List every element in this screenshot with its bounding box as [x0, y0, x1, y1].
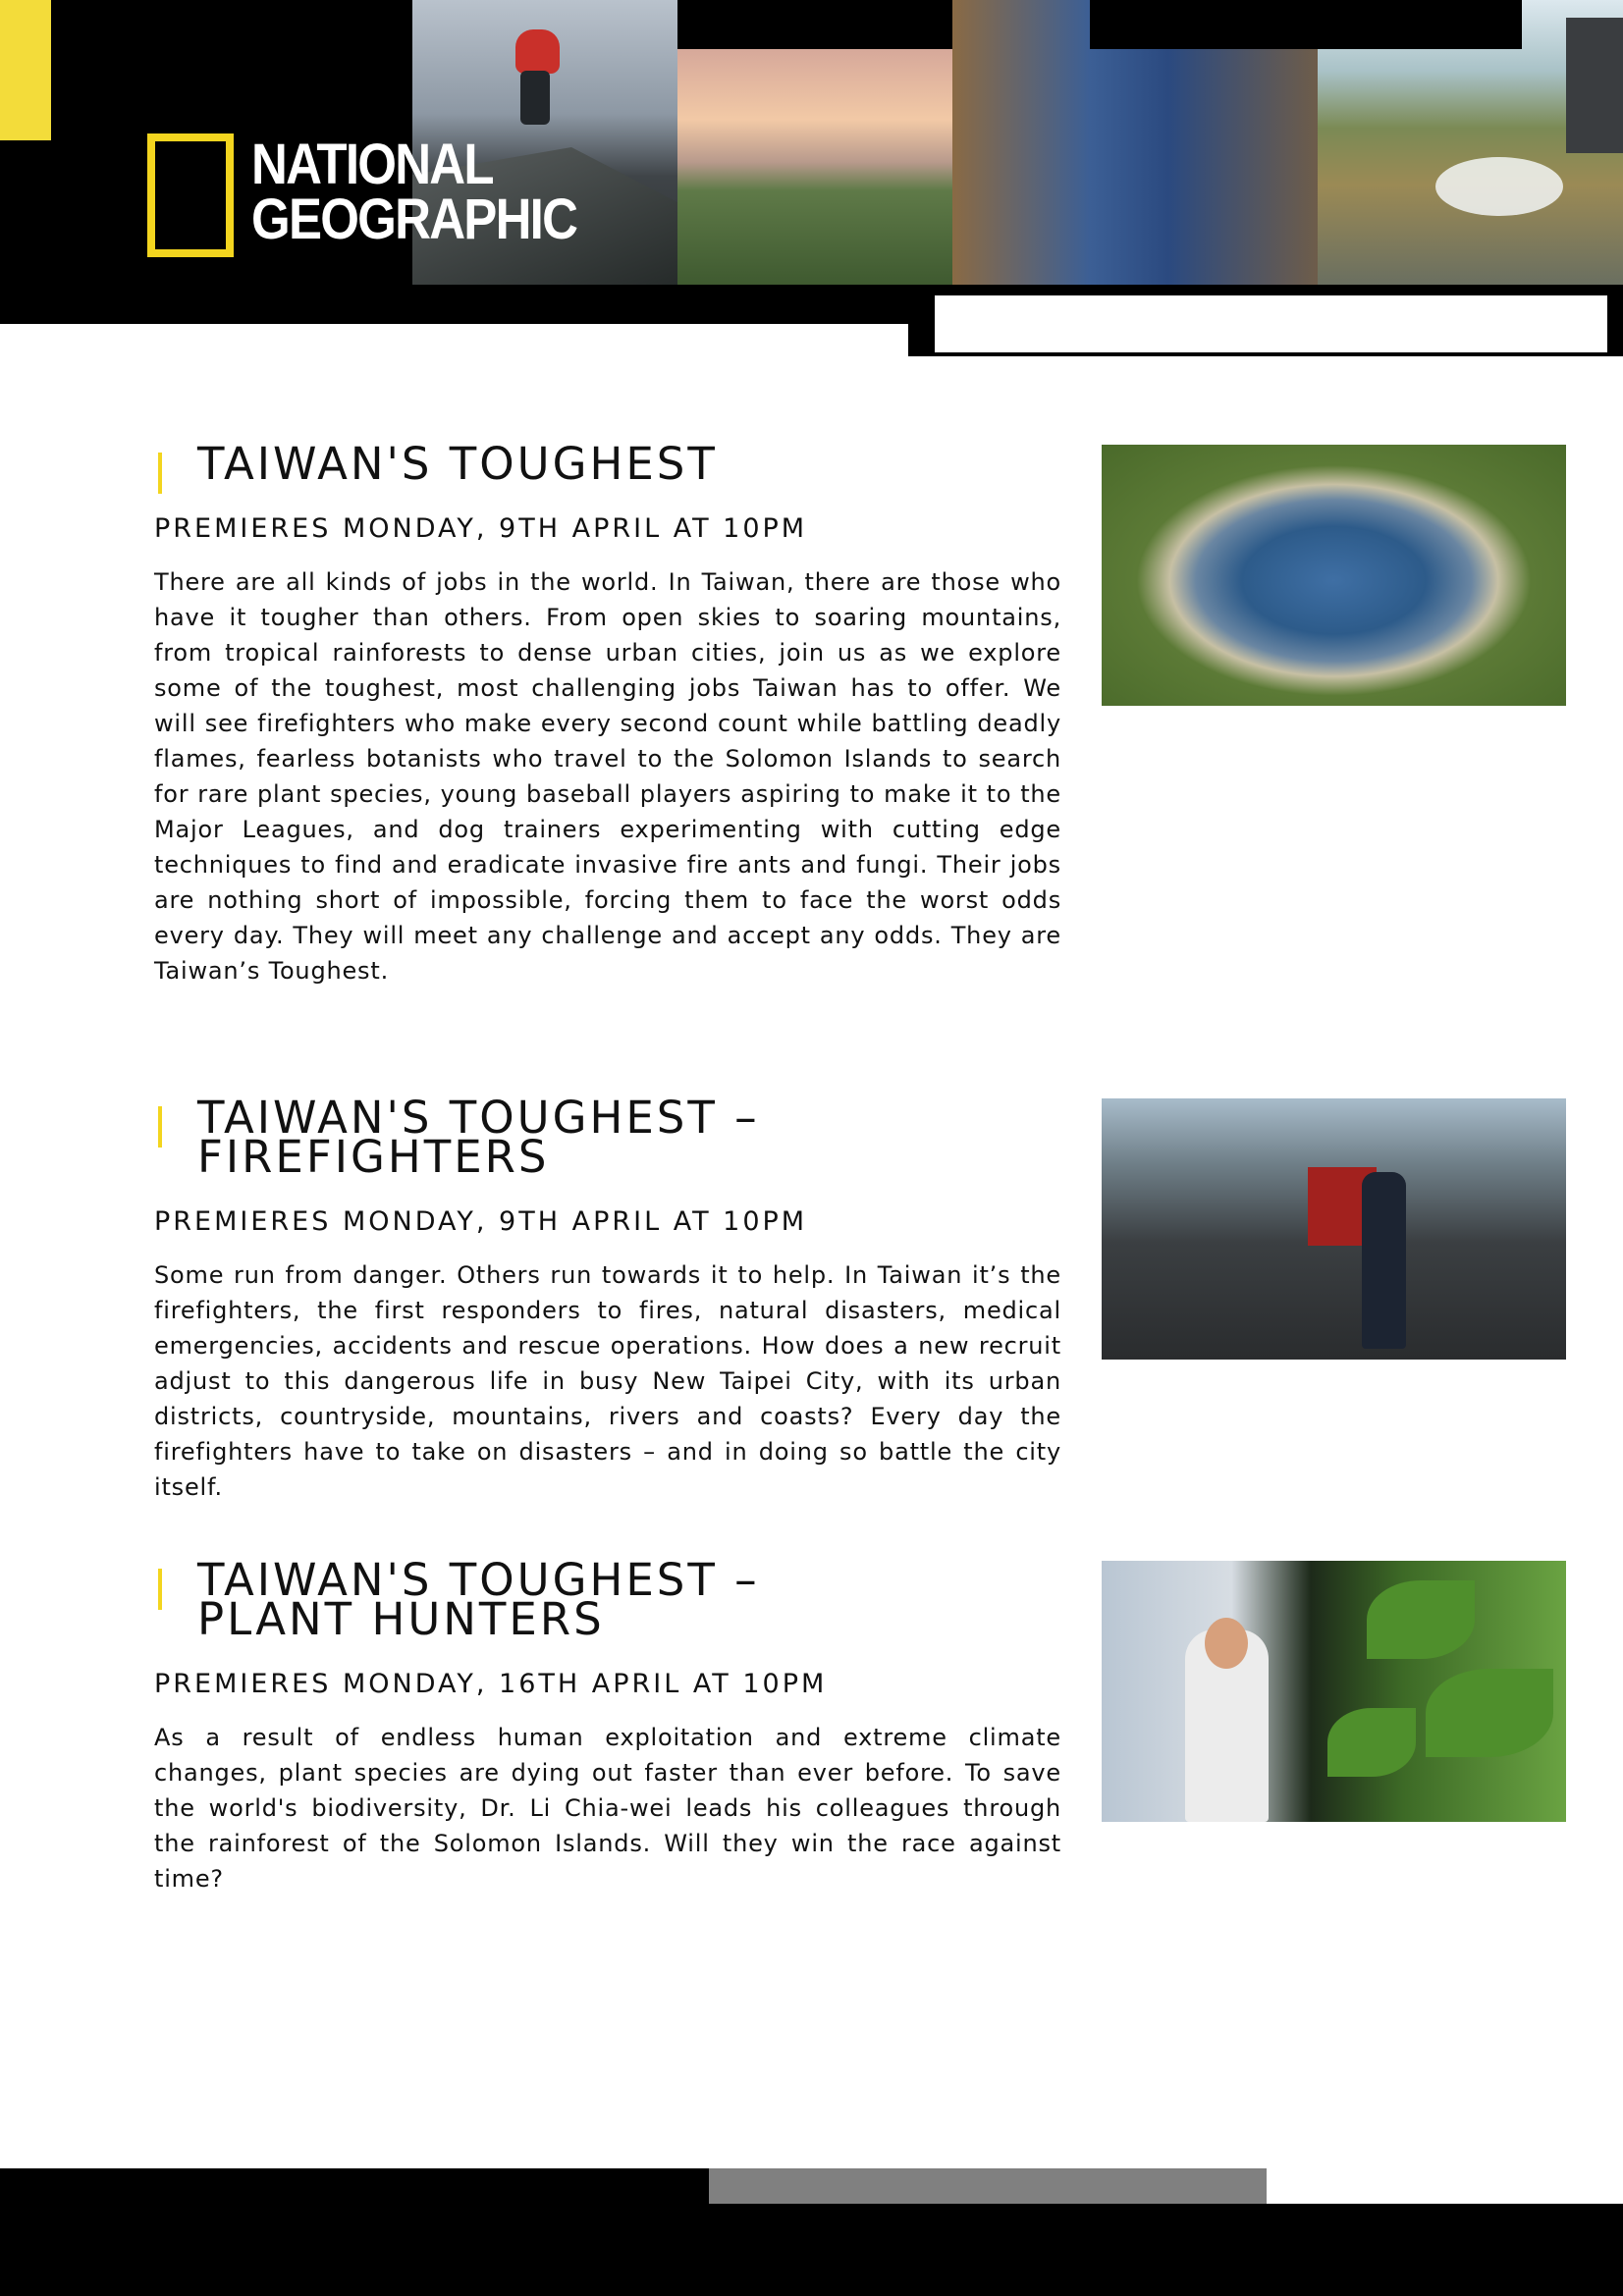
plant-hunter-photo [1102, 1561, 1566, 1822]
show-description: There are all kinds of jobs in the world. In Taiwan, there are those who have it tougher than others. From open skies to soaring mountains, from tropical rainforests to dense urban cities, join us as we explore some of the toughest, most challenging jobs Taiwan has to offer. We will see firefighters who make every second count while battling deadly flames, fearless botanists who travel to the Solomon Islands to search for rare plant species, young baseball players aspiring to make it to the Major Leagues, and dog trainers experimenting with cutting edge techniques to find and eradicate invasive fire ants and fungi. Their jobs are nothing short of impossible, forcing them to face the worst odds every day. They will meet any challenge and accept any odds. They are Taiwan’s Toughest. [154, 568, 1061, 985]
leaf-shape [1327, 1708, 1416, 1777]
show-description: As a result of endless human exploitation and extreme climate changes, plant species are dying out faster than ever before. To save the world's biodiversity, Dr. Li Chia-wei leads his colleagues through the rainforest of the Solomon Islands. Will they win the race against time? [154, 1724, 1061, 1893]
title-accent-bar [158, 1569, 162, 1610]
show-section-3 [154, 1554, 1566, 1896]
firefighter-figure [1362, 1172, 1406, 1349]
header-photo-collage [412, 0, 1623, 285]
show-section-2 [154, 1092, 1566, 1505]
climber-figure [515, 29, 560, 74]
yellow-accent-tab [0, 0, 51, 140]
collage-black-cutout [1090, 0, 1522, 49]
premiere-date: PREMIERES MONDAY, 9TH APRIL AT 10PM [154, 513, 808, 544]
dark-photo-strip [1566, 18, 1623, 153]
footer-white-notch [1267, 2168, 1623, 2204]
show-title: TAIWAN'S TOUGHEST – PLANT HUNTERS [197, 1554, 760, 1645]
logo-line-2: GEOGRAPHIC [251, 187, 577, 251]
climber-legs [520, 71, 550, 125]
show-description: Some run from danger. Others run towards it to help. In Taiwan it’s the firefighters, the first responders to fires, natural disasters, medical emergencies, accidents and rescue operations. How does a new recruit adjust to this dangerous life in busy New Taipei City, with its urban districts, countryside, mountains, rivers and coasts? Every day the firefighters have to take on disasters – and in doing so battle the city itself. [154, 1261, 1061, 1501]
title-accent-bar [158, 1106, 162, 1148]
logo-yellow-rectangle [147, 133, 234, 257]
sunset-hills-photo [677, 49, 952, 285]
firefighters-photo [1102, 1098, 1566, 1360]
show-section-1 [154, 438, 1566, 988]
leaf-shape [1367, 1580, 1475, 1659]
premiere-date: PREMIERES MONDAY, 16TH APRIL AT 10PM [154, 1669, 828, 1699]
show-title: TAIWAN'S TOUGHEST [197, 438, 718, 490]
leaf-shape [1426, 1669, 1553, 1757]
title-accent-bar [158, 453, 162, 494]
logo-line-1: NATIONAL [251, 133, 493, 196]
cloud-shape [1435, 157, 1563, 216]
footer-grey-block [709, 2168, 1267, 2204]
show-title: TAIWAN'S TOUGHEST – FIREFIGHTERS [197, 1092, 760, 1183]
scientist-head [1205, 1618, 1248, 1669]
brand-logo[interactable] [251, 133, 577, 251]
crater-lake-photo [1102, 445, 1566, 706]
search-input[interactable] [935, 295, 1607, 352]
premiere-date: PREMIERES MONDAY, 9TH APRIL AT 10PM [154, 1206, 808, 1237]
